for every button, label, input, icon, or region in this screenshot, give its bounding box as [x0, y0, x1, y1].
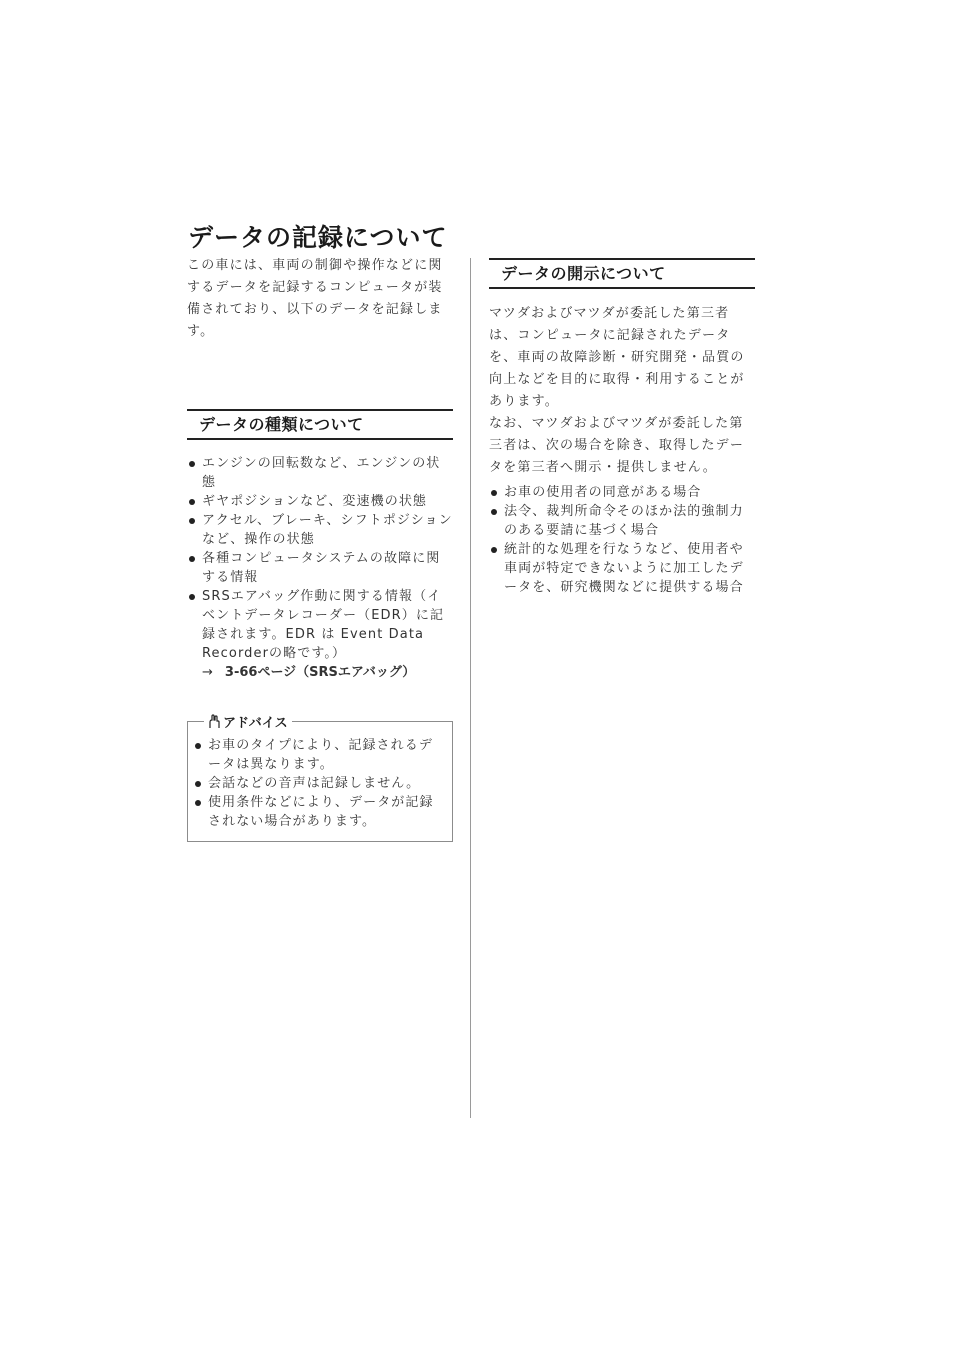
advice-list	[194, 736, 446, 831]
list-item: お車の使用者の同意がある場合	[489, 483, 755, 502]
list-item: SRSエアバッグ作動に関する情報（イベントデータレコーダー（EDR）に記録されます。EDR は Event Data Recorderの略です。）	[187, 587, 453, 663]
column-divider	[470, 258, 471, 1118]
bullet-icon	[189, 461, 195, 467]
data-types-list	[187, 454, 453, 663]
left-column	[187, 255, 453, 842]
intro-paragraph: この車には、車両の制御や操作などに関するデータを記録するコンピュータが装備されており、以下のデータを記録します。	[187, 258, 443, 339]
disclosure-paragraph-2: なお、マツダおよびマツダが委託した第三者は、次の場合を除き、取得したデータを第三者へ開示・提供しません。	[489, 416, 745, 475]
list-item: アクセル、ブレーキ、シフトポジションなど、操作の状態	[187, 511, 453, 549]
page-reference-link[interactable]: 3-66ページ（SRSエアバッグ）	[224, 665, 416, 680]
list-item: 統計的な処理を行なうなど、使用者や車両が特定できないように加工したデータを、研究機関などに提供する場合	[489, 540, 755, 597]
hand-icon	[208, 714, 221, 729]
list-item: 各種コンピュータシステムの故障に関する情報	[187, 549, 453, 587]
page-reference	[187, 663, 453, 683]
bullet-icon	[195, 781, 201, 787]
section-heading-data-disclosure: データの開示について	[489, 258, 755, 289]
bullet-icon	[189, 594, 195, 600]
bullet-icon	[189, 499, 195, 505]
page-title: データの記録について	[188, 223, 448, 252]
advice-box	[187, 716, 453, 842]
bullet-icon	[189, 556, 195, 562]
section-heading-data-types: データの種類について	[187, 409, 453, 440]
list-item: ギヤポジションなど、変速機の状態	[187, 492, 453, 511]
list-item: 使用条件などにより、データが記録されない場合があります。	[194, 793, 446, 831]
bullet-icon	[195, 800, 201, 806]
advice-label: アドバイス	[204, 712, 292, 731]
disclosure-exceptions-list	[489, 483, 755, 597]
bullet-icon	[491, 509, 497, 515]
bullet-icon	[491, 547, 497, 553]
bullet-icon	[189, 518, 195, 524]
list-item: お車のタイプにより、記録されるデータは異なります。	[194, 736, 446, 774]
list-item: エンジンの回転数など、エンジンの状態	[187, 454, 453, 492]
bullet-icon	[195, 743, 201, 749]
list-item: 法令、裁判所命令そのほか法的強制力のある要請に基づく場合	[489, 502, 755, 540]
arrow-right-icon: →	[202, 665, 213, 680]
right-column	[489, 258, 755, 597]
bullet-icon	[491, 490, 497, 496]
disclosure-paragraph-1: マツダおよびマツダが委託した第三者は、コンピュータに記録されたデータを、車両の故障診断・研究開発・品質の向上などを目的に取得・利用することがあります。	[489, 306, 745, 409]
list-item: 会話などの音声は記録しません。	[194, 774, 446, 793]
